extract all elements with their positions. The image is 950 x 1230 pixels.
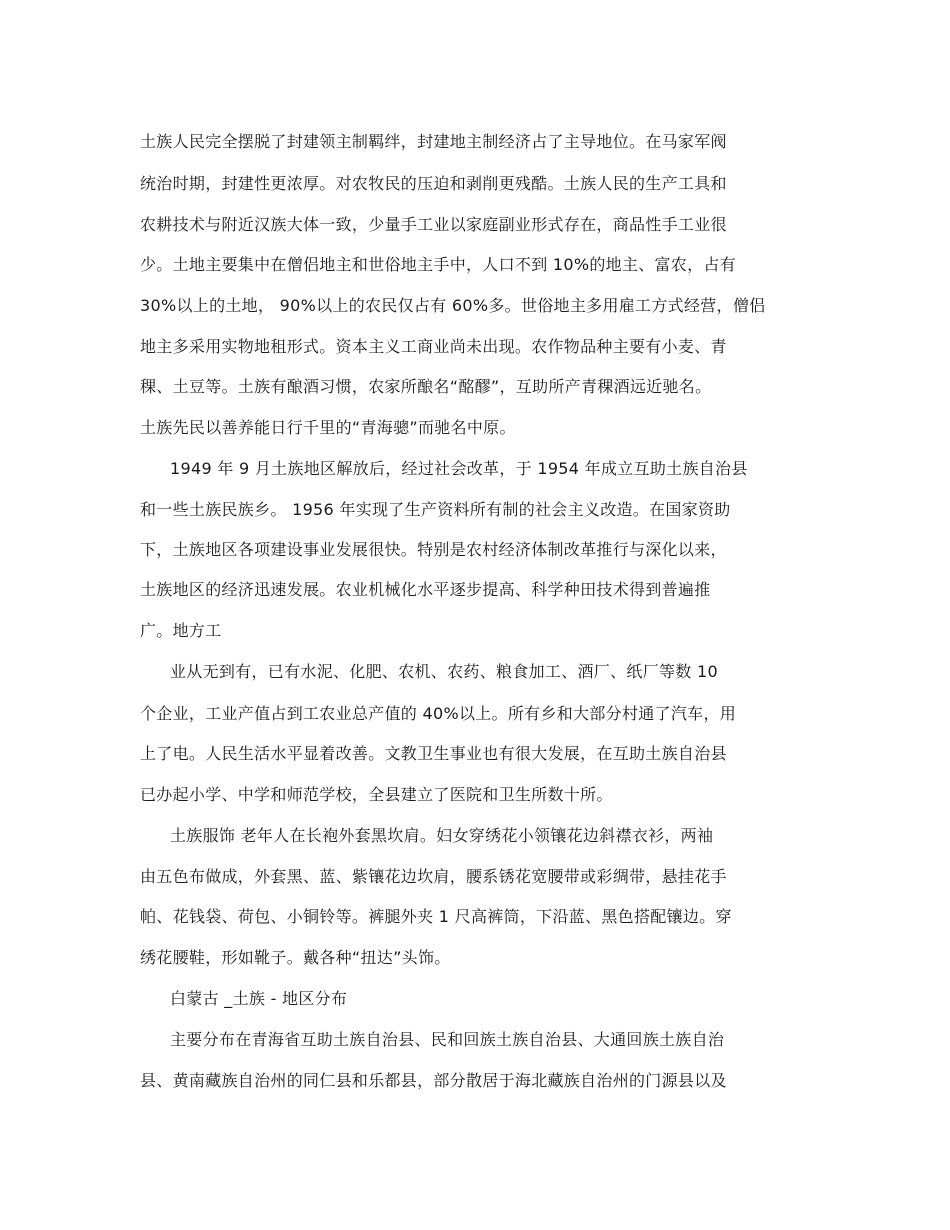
text-line: 绣花腰鞋，形如靴子。戴各种“扭达”头饰。 [140,948,451,967]
text-line: 地主多采用实物地租形式。资本主义工商业尚未出现。农作物品种主要有小麦、青 [140,337,727,356]
text-line: 上了电。人民生活水平显着改善。文教卫生事业也有很大发展，在互助土族自治县 [140,744,727,763]
text-line: 由五色布做成，外套黑、蓝、紫镶花边坎肩，腰系锈花宽腰带或彩绸带，悬挂花手 [140,867,727,886]
text-line: 已办起小学、中学和师范学校，全县建立了医院和卫生所数十所。 [140,785,613,804]
text-line: 业从无到有，已有水泥、化肥、农机、农药、粮食加工、酒厂、纸厂等数 10 [170,662,718,681]
text-line: 和一些土族民族乡。 1956 年实现了生产资料所有制的社会主义改造。在国家资助 [140,500,731,519]
text-line: 帕、花钱袋、荷包、小铜铃等。裤腿外夹 1 尺高裤筒，下沿蓝、黑色搭配镶边。穿 [140,907,732,926]
text-line: 广。地方工 [140,621,222,640]
text-line: 稞、土豆等。土族有酿酒习惯，农家所酿名“酩醪”，互助所产青稞酒远近驰名。 [140,377,712,396]
text-line: 个企业，工业产值占到工农业总产值的 40%以上。所有乡和大部分村通了汽车，用 [140,704,737,723]
text-line: 统治时期，封建性更浓厚。对农牧民的压迫和剥削更残酷。土族人民的生产工具和 [140,174,727,193]
text-line: 县、黄南藏族自治州的同仁县和乐都县，部分散居于海北藏族自治州的门源县以及 [140,1071,727,1090]
text-line: 下，土族地区各项建设事业发展很快。特别是农村经济体制改革推行与深化以来， [140,540,727,559]
text-line: 土族人民完全摆脱了封建领主制羁绊，封建地主制经济占了主导地位。在马家军阀 [140,132,727,151]
text-line: 土族地区的经济迅速发展。农业机械化水平逐步提高、科学种田技术得到普遍推 [140,580,711,599]
text-line: 主要分布在青海省互助土族自治县、民和回族土族自治县、大通回族土族自治 [170,1030,725,1049]
text-line: 土族服饰 老年人在长袍外套黑坎肩。妇女穿绣花小领镶花边斜襟衣衫，两袖 [170,826,714,845]
text-line: 农耕技术与附近汉族大体一致，少量手工业以家庭副业形式存在，商品性手工业很 [140,215,727,234]
section-heading: 白蒙古 _土族 - 地区分布 [170,989,348,1008]
text-line: 30%以上的土地， 90%以上的农民仅占有 60%多。世俗地主多用雇工方式经营，僧侣 [140,296,766,315]
text-line: 1949 年 9 月土族地区解放后，经过社会改革，于 1954 年成立互助土族自治县 [170,459,748,478]
text-line: 土族先民以善养能日行千里的“青海骢”而驰名中原。 [140,418,516,437]
text-line: 少。土地主要集中在僧侣地主和世俗地主手中，人口不到 10%的地主、富农，占有 [140,255,737,274]
